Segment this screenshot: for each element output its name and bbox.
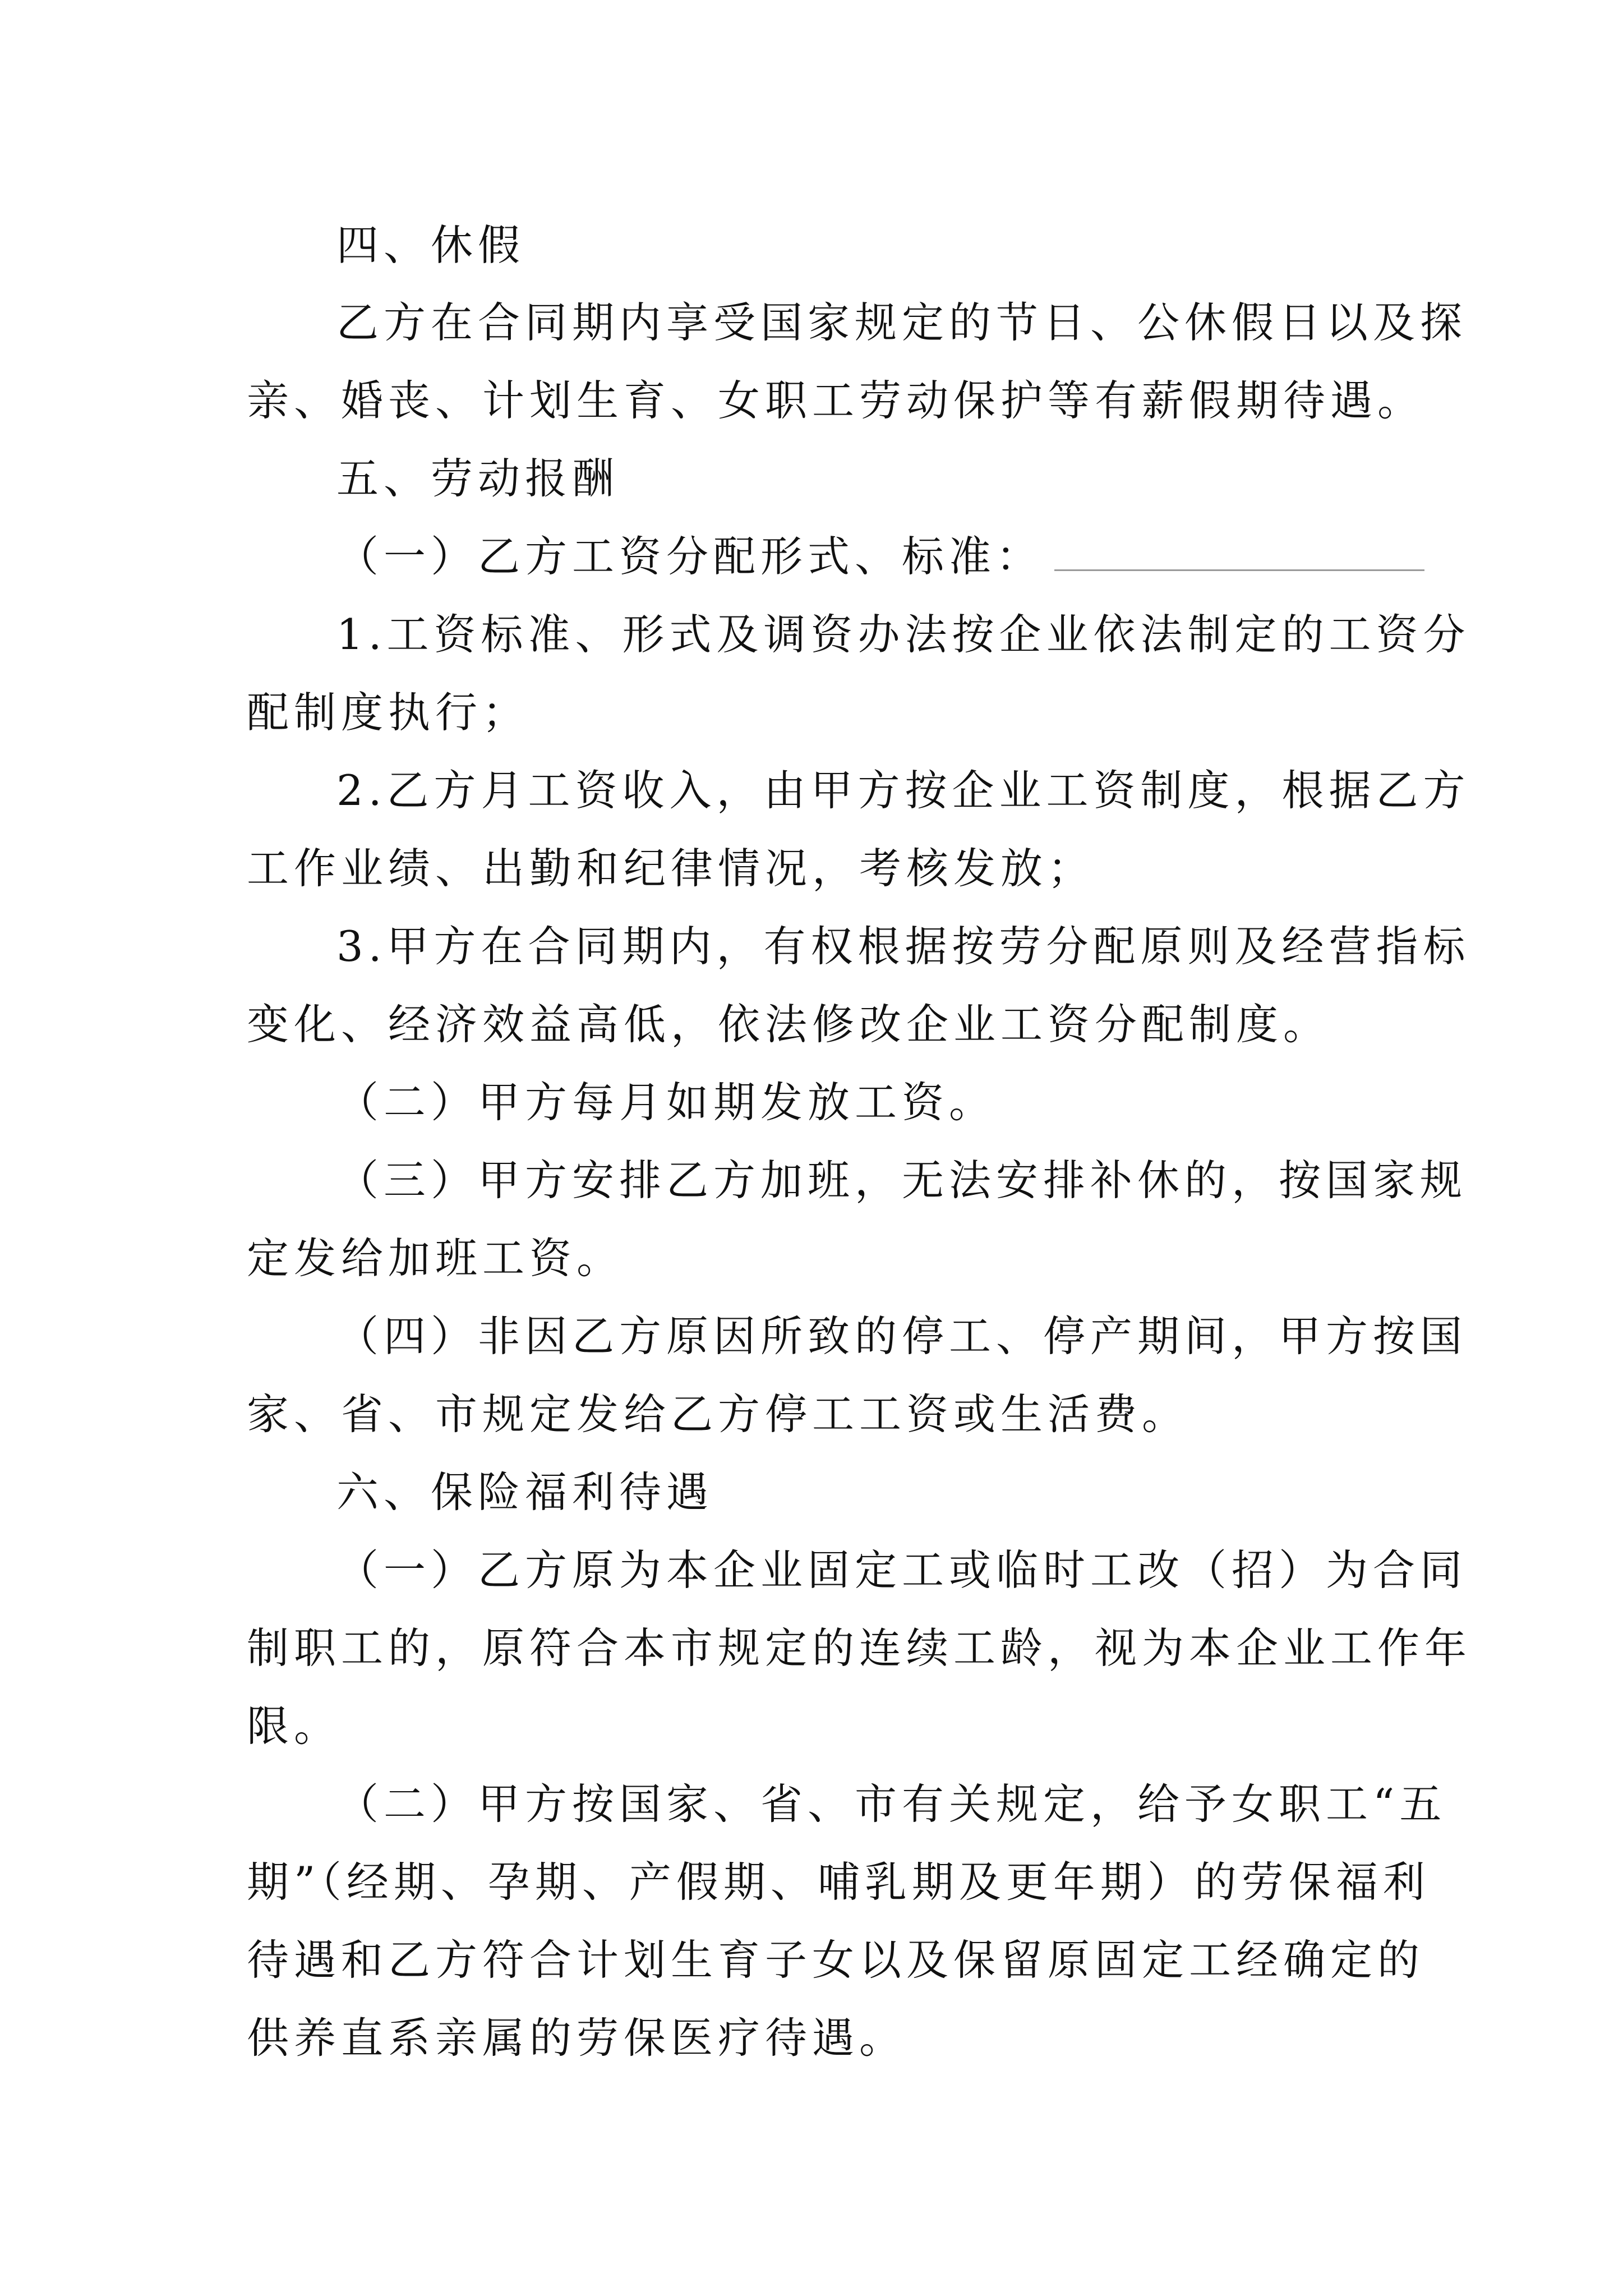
section-heading-leave: 四、休假 — [336, 220, 525, 270]
paragraph-line: 工作业绩、出勤和纪律情况，考核发放； — [247, 844, 1095, 893]
paragraph-line: （四）非因乙方原因所致的停工、停产期间，甲方按国 — [336, 1312, 1468, 1361]
paragraph-line: （三）甲方安排乙方加班，无法安排补休的，按国家规 — [336, 1156, 1468, 1205]
paragraph-line: 定发给加班工资。 — [247, 1234, 624, 1283]
paragraph-line: 亲、婚丧、计划生育、女职工劳动保护等有薪假期待遇。 — [247, 376, 1425, 425]
paragraph-line: 家、省、市规定发给乙方停工工资或生活费。 — [247, 1389, 1189, 1439]
paragraph-line: 3.甲方在合同期内，有权根据按劳分配原则及经营指标 — [336, 922, 1470, 971]
paragraph-line: 制职工的，原符合本市规定的连续工龄，视为本企业工作年 — [247, 1623, 1472, 1673]
paragraph-line: 乙方在合同期内享受国家规定的节日、公休假日以及探 — [336, 298, 1468, 347]
paragraph-line: （一）乙方原为本企业固定工或临时工改（招）为合同 — [336, 1545, 1468, 1595]
paragraph-line: 变化、经济效益高低，依法修改企业工资分配制度。 — [247, 1000, 1331, 1049]
paragraph-line: 1.工资标准、形式及调资办法按企业依法制定的工资分 — [336, 610, 1470, 659]
paragraph-line: （二）甲方每月如期发放工资。 — [336, 1078, 997, 1127]
section-heading-insurance: 六、保险福利待遇 — [336, 1467, 714, 1517]
paragraph-line: 期”（经期、孕期、产假期、哺乳期及更年期）的劳保福利 — [247, 1857, 1430, 1907]
paragraph-line: 2.乙方月工资收入，由甲方按企业工资制度，根据乙方 — [336, 766, 1470, 815]
paragraph-line: （二）甲方按国家、省、市有关规定，给予女职工“五 — [336, 1779, 1447, 1829]
fill-in-blank[interactable] — [1054, 536, 1424, 571]
salary-form-line — [336, 532, 1424, 581]
salary-form-label: （一）乙方工资分配形式、标准： — [336, 532, 1044, 581]
paragraph-line: 限。 — [247, 1701, 342, 1751]
section-heading-remuneration: 五、劳动报酬 — [336, 454, 620, 503]
paragraph-line: 待遇和乙方符合计划生育子女以及保留原固定工经确定的 — [247, 1935, 1425, 1985]
paragraph-line: 供养直系亲属的劳保医疗待遇。 — [247, 2013, 907, 2063]
paragraph-line: 配制度执行； — [247, 688, 530, 737]
